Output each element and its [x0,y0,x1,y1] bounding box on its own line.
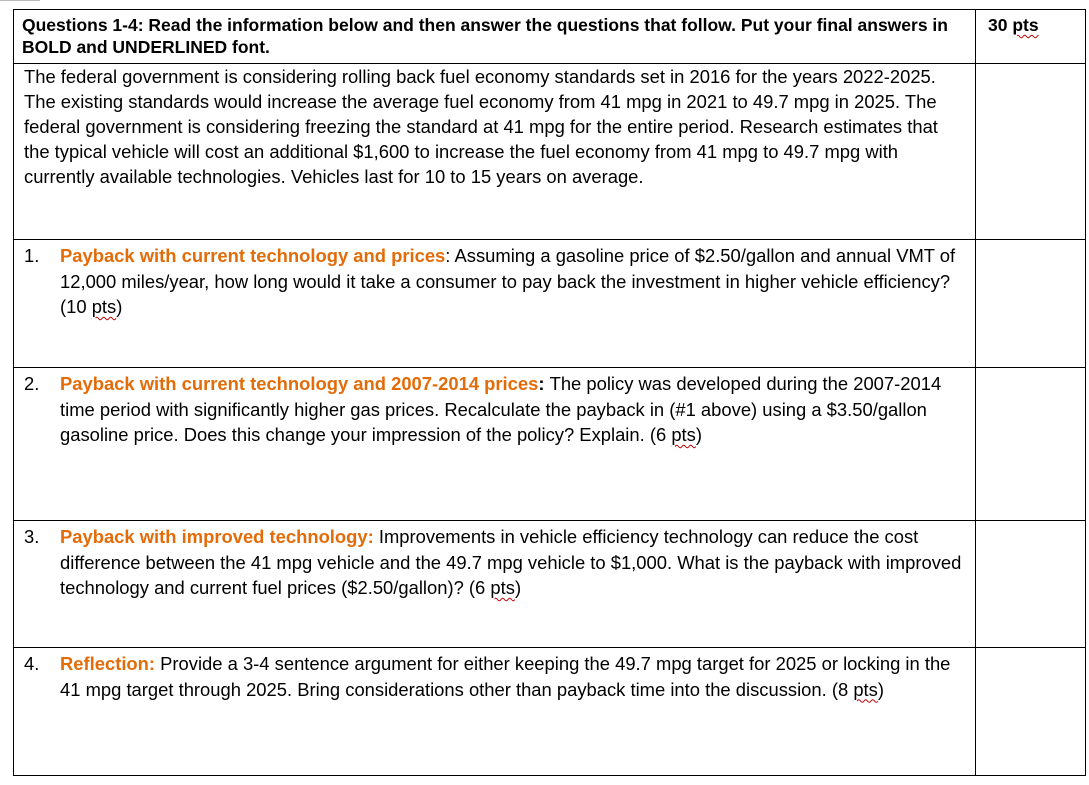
question-title: Reflection: [60,653,156,674]
question-body: Improvements in vehicle efficiency technology can reduce the cost difference between the 41 mpg vehicle and the 49.7 mpg vehicle to $1,000. What is the payback with improved technology and current fuel prices ($2.50/gallon)? (6 [60,526,962,598]
question-title: Payback with current technology and prices [60,245,446,266]
question-number: 4. [24,653,40,674]
question-1-cell [14,240,976,368]
answer-cell-4[interactable] [976,648,1086,776]
question-row [14,648,1086,776]
question-text [60,524,967,601]
intro-cell [14,64,976,240]
points-word: pts [671,424,696,445]
points-word: pts [490,577,515,598]
intro-paragraph: The federal government is considering rolling back fuel economy standards set in 2016 for the years 2022-2025. The existing standards would increase the average fuel economy from 41 mpg in 2021 to 49.7 mpg in 2025. The federal government is considering freezing the standard at 41 mpg for the entire period. Research estimates that the typical vehicle will cost an additional $1,600 to increase the fuel economy from 41 mpg to 49.7 mpg with currently available technologies. Vehicles last for 10 to 15 years on average. [24,66,938,187]
points-close: ) [514,577,522,598]
header-cell [14,10,976,64]
question-4-cell [14,648,976,776]
question-4 [14,648,975,702]
question-body: Assuming a gasoline price of $2.50/gallon and annual VMT of 12,000 miles/year, how long would it take a consumer to pay back the investment in higher vehicle efficiency? (10 [60,245,956,317]
assignment-table [13,9,1086,776]
page-corner-mark [0,0,40,3]
intro-points-cell [976,64,1086,240]
points-close: ) [116,296,123,317]
question-row [14,240,1086,368]
question-title: Payback with current technology and 2007-2014 prices [60,373,539,394]
intro-row [14,64,1086,240]
answer-cell-1[interactable] [976,240,1086,368]
question-body: Provide a 3-4 sentence argument for either keeping the 49.7 mpg target for 2025 or locking in the 41 mpg target through 2025. Bring considerations other than payback time into the discussion. (8 [60,653,951,700]
question-body: The policy was developed during the 2007-2014 time period with significantly higher gas prices. Recalculate the payback in (#1 above) using a $3.50/gallon gasoline price. Does this change your impression of the policy? Explain. (6 [60,373,942,445]
header-row [14,10,1086,64]
total-points-unit: pts [1012,15,1039,35]
question-2 [14,368,975,448]
question-text [60,371,967,448]
question-row [14,368,1086,521]
question-row [14,521,1086,648]
points-close: ) [695,424,702,445]
total-points-text: 30 [988,15,1013,35]
answer-cell-3[interactable] [976,521,1086,648]
question-text [60,243,967,320]
question-colon: : [538,373,550,394]
points-close: ) [877,678,884,700]
instructions-heading: Questions 1-4: Read the information below and then answer the questions that follow. Put your final answers in BOLD and UNDERLINED font. [22,15,948,57]
question-colon: : [445,245,455,266]
question-1 [14,240,975,320]
question-number: 2. [24,373,40,394]
question-number: 3. [24,526,40,547]
answer-cell-2[interactable] [976,368,1086,521]
question-3 [14,521,975,601]
question-title: Payback with improved technology: [60,526,374,547]
question-text [60,651,967,702]
points-word: pts [853,678,878,700]
question-number: 1. [24,245,40,266]
assignment-table-frame [13,9,1085,784]
question-2-cell [14,368,976,521]
points-word: pts [91,296,117,317]
total-points-cell [976,10,1086,64]
question-3-cell [14,521,976,648]
total-points-label [976,10,1085,36]
